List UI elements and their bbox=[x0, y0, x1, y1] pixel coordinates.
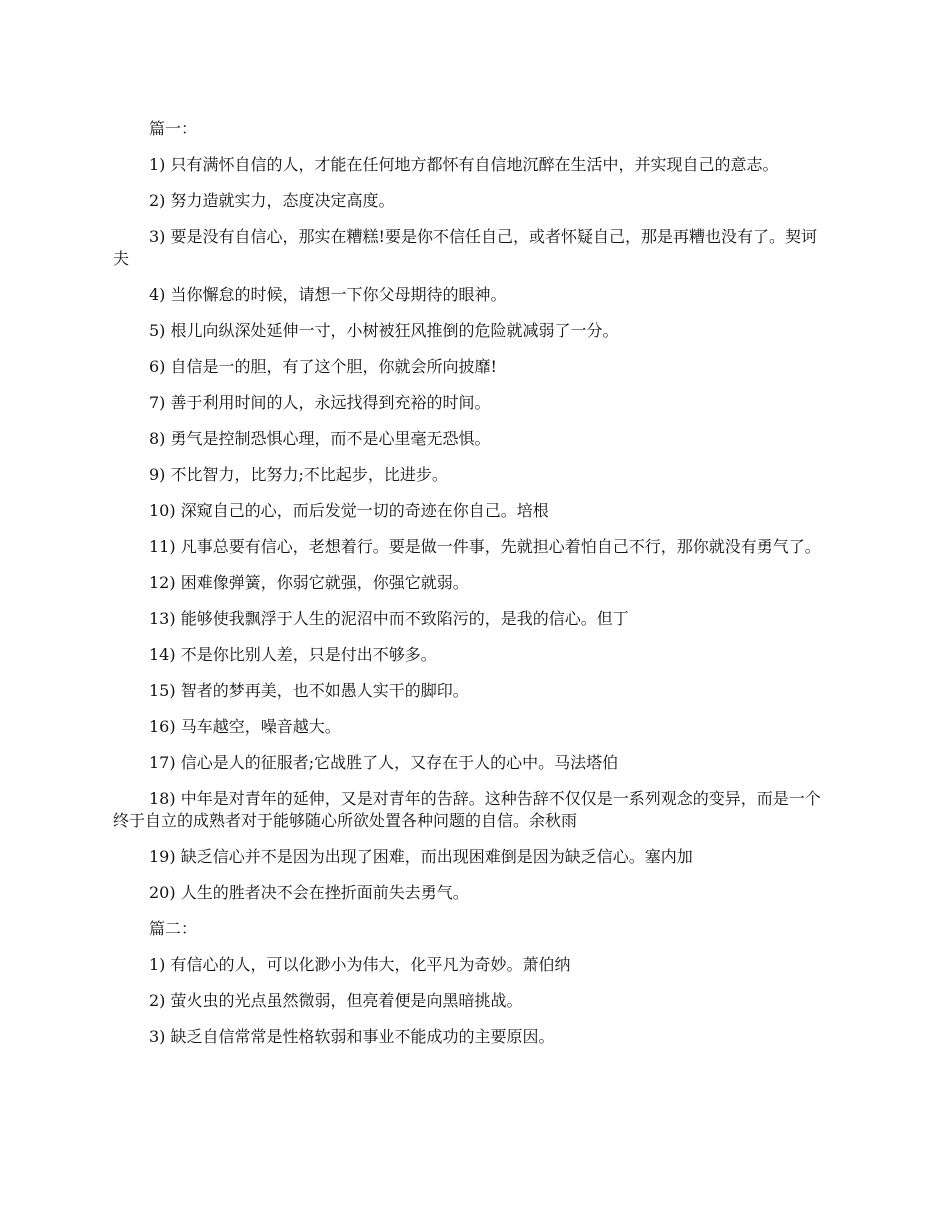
quote-item: 19) 缺乏信心并不是因为出现了困难，而出现困难倒是因为缺乏信心。塞内加 bbox=[149, 847, 693, 866]
quote-item: 3) 缺乏自信常常是性格软弱和事业不能成功的主要原因。 bbox=[149, 1027, 555, 1046]
document-body bbox=[113, 118, 828, 1062]
quote-item: 12) 困难像弹簧，你弱它就强，你强它就弱。 bbox=[149, 573, 469, 592]
quote-item: 4) 当你懈怠的时候，请想一下你父母期待的眼神。 bbox=[149, 285, 507, 304]
quote-item: 3) 要是没有自信心，那实在糟糕!要是你不信任自己，或者怀疑自己，那是再糟也没有了。契诃夫 bbox=[113, 227, 817, 268]
quote-item: 5) 根儿向纵深处延伸一寸，小树被狂风推倒的危险就减弱了一分。 bbox=[149, 321, 619, 340]
quote-item: 1) 有信心的人，可以化渺小为伟大，化平凡为奇妙。萧伯纳 bbox=[149, 955, 571, 974]
quote-item: 13) 能够使我飘浮于人生的泥沼中而不致陷污的，是我的信心。但丁 bbox=[149, 609, 629, 628]
quote-item: 18) 中年是对青年的延伸，又是对青年的告辞。这种告辞不仅仅是一系列观念的变异，而是一个终于自立的成熟者对于能够随心所欲处置各种问题的自信。余秋雨 bbox=[113, 789, 821, 830]
quote-item: 16) 马车越空，噪音越大。 bbox=[149, 717, 341, 736]
quote-item: 6) 自信是一的胆，有了这个胆，你就会所向披靡! bbox=[149, 357, 497, 376]
quote-item: 2) 努力造就实力，态度决定高度。 bbox=[149, 191, 395, 210]
quote-item: 7) 善于利用时间的人，永远找得到充裕的时间。 bbox=[149, 393, 491, 412]
quote-item: 8) 勇气是控制恐惧心理，而不是心里毫无恐惧。 bbox=[149, 429, 491, 448]
quote-item: 11) 凡事总要有信心，老想着行。要是做一件事，先就担心着怕自己不行，那你就没有勇气了。 bbox=[149, 537, 821, 556]
quote-item: 20) 人生的胜者决不会在挫折面前失去勇气。 bbox=[149, 883, 469, 902]
quote-item: 9) 不比智力，比努力;不比起步，比进步。 bbox=[149, 465, 448, 484]
quote-item: 2) 萤火虫的光点虽然微弱，但亮着便是向黑暗挑战。 bbox=[149, 991, 523, 1010]
section-heading-1: 篇一： bbox=[149, 119, 198, 138]
quote-item: 17) 信心是人的征服者;它战胜了人，又存在于人的心中。马法塔伯 bbox=[149, 753, 619, 772]
quote-item: 10) 深窥自己的心，而后发觉一切的奇迹在你自己。培根 bbox=[149, 501, 549, 520]
quote-item: 15) 智者的梦再美，也不如愚人实干的脚印。 bbox=[149, 681, 469, 700]
quote-item: 1) 只有满怀自信的人，才能在任何地方都怀有自信地沉醉在生活中，并实现自己的意志。 bbox=[149, 155, 779, 174]
section-heading-2: 篇二： bbox=[149, 919, 198, 938]
quote-item: 14) 不是你比别人差，只是付出不够多。 bbox=[149, 645, 437, 664]
